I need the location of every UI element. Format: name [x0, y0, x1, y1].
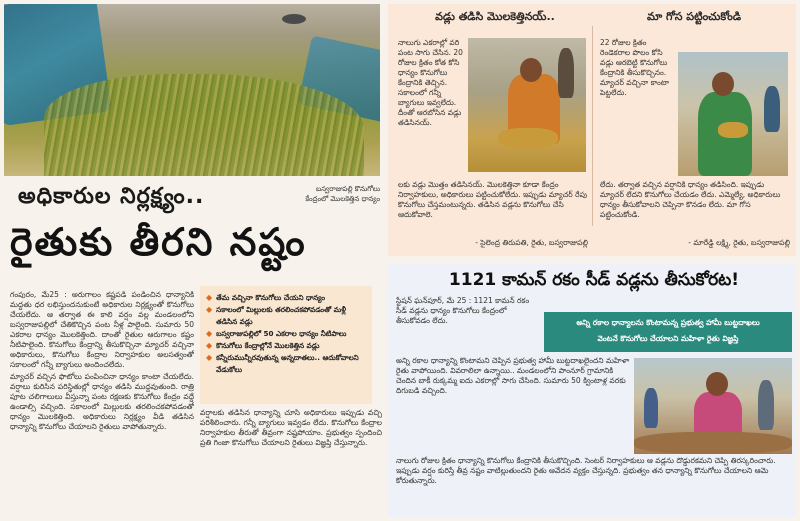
main-story-body-continued — [200, 408, 382, 512]
highlight-item: ◆ కొనుగోలు కేంద్రాల్లోనే మొలకెత్తిన వడ్లు — [206, 341, 320, 350]
strip-line: అన్ని రకాల ధాన్యాలను కొంటామన్న ప్రభుత్వ హామీ బుట్టదాఖలు — [576, 318, 760, 327]
grain-handful — [718, 122, 748, 138]
strip-line: వెంటనే కొనుగోలు చేయాలని మహిళా రైతు విజ్ఞప్తి — [597, 334, 739, 343]
byline-right: - మారేడ్డి లక్ష్మి, రైతు, బస్వరాజుపల్లి — [688, 238, 790, 247]
main-story-body — [10, 290, 194, 512]
sprouted-paddy — [44, 74, 364, 176]
byline-left: - సైలెంద్ర తిరుపతి, రైతు, బస్వరాజుపల్లి — [475, 238, 588, 247]
main-headline: రైతుకు తీరని నష్టం — [10, 220, 307, 264]
bystander — [644, 388, 658, 428]
highlight-item: ◆ బస్వరాజుపల్లిలో 50 ఎకరాల ధాన్యం నీటిపాలు — [206, 329, 347, 338]
seed-story-body: అన్ని రకాల ధాన్యాన్ని కొంటామని చెప్పిన ప్రభుత్వ హామీ బుట్టదాఖలైందని మహిళా రైతు వాపోయింది. వివరాలిలా ఉన్నాయి.. మండలంలోని పాంనూర్ గ్రామానికి చెందిన బాకీ రుక్కమ్మ ఐదు ఎకరాల్లో సాగు చేసింది. సుమారు 50 క్వింటాళ్ల వరకు దిగుబడి వచ్చింది. — [396, 356, 630, 395]
bullet-icon: ◆ — [206, 305, 213, 314]
quote-text-left-continued: లకు వడ్లు మొత్తం తడిసినయ్. మొలకెత్తినా కూడా కేంద్రం నిర్వాహకులు, అధికారులు పట్టించుకోలేదు. ఇప్పుడు మ్యాచర్ రేపు కొనుగోలు చేస్తమంటున్నరు. తడిసిన వడ్లను కొనుగోలు చేసి ఆదుకోవాలె. — [398, 180, 588, 219]
bystander — [558, 48, 574, 98]
paragraph: గంపురం, మే25 : అరుగాలం కష్టపడి పండించిన ధాన్యానికి మద్దతు ధర లభిస్తుందనుకుంటే అధికారుల నిర్లక్ష్యంతో కొనుగోలు చేయలేదు. ఆ తర్వాత ఈ కాలి వర్షం వల్ల మండలంలోని బస్వరాజుపల్లిలో చేతికొచ్చిన పంట నీళ్ల పాలైంది. సుమారు 50 ఎకరాల ధాన్యం మొలకెత్తింది. దాంతో రైతుల ఆరుగాలం కష్టం నీటిపాలైంది. కొనుగోలు కేంద్రాన్ని తీసుకొచ్చినా మ్యాచర్ వచ్చినా అధికారులు, కొనుగోలు కేంద్రాల నిర్వాహకుల అలసత్వంతో సకాలంలో గన్నీ బ్యాగులు అందించలేదు. — [10, 290, 194, 369]
quote-title-right: మా గోస పట్టించుకోండి — [646, 10, 741, 23]
grain-pile — [498, 128, 558, 148]
highlight-item: ◆ కన్నీరుమున్నీరవుతున్న అన్నదాతలు.. ఆదుకోవాలని వేడుకోలు — [206, 353, 359, 374]
subheading-strip — [544, 312, 792, 352]
bullet-icon: ◆ — [206, 341, 213, 350]
seed-story-body-continued: నాలుగు రోజుల క్రితం ధాన్యాన్ని కొనుగోలు కేంద్రానికి తీసుకొచ్చింది. సెంటర్ నిర్వాహకులు ఆ వడ్లను దొడ్డురకమని చెప్పి తిరస్కరించారు. ఇప్పుడు వర్షం కురిస్తే తీవ్ర నష్టం వాటిల్లుతుందని రైతు ఆవేదన వ్యక్తం చేస్తున్నది. ప్రభుత్వం తన ధాన్యాన్ని కొనుగోలు చేయాలని ఆమె కోరుతున్నారు. — [396, 456, 776, 485]
paragraph: మ్యాచర్ వచ్చిన ఫొటోలు పంపించినా ధాన్యం కాంటా చేయలేదు. వర్షాలు కురిసిన పరిస్థితుల్లో ధాన్యం తడిసి ముద్దవుతుంది. రాత్రి పూట చలిగాలులు వీస్తున్నా పంట రక్షణకు కొనుగోలు కేంద్రం వద్దే ఉండాల్సి వచ్చింది. సకాలంలో మిల్లులకు తరలించకపోవడంతో ధాన్యం మొలకెత్తింది. అధికారులు నిర్లక్ష్యం వీడి తడిసిన ధాన్యాన్ని కొనుగోలు చేయాలని రైతులు వాపోతున్నారు. — [10, 372, 194, 431]
farmer-photo-right — [678, 52, 788, 176]
paragraph: వర్షాలకు తడిసిన ధాన్యాన్ని చూసి అధికారులు ఇప్పుడు వచ్చి పరిశీలించారు. గన్నీ బ్యాగులు ఇవ్వడం లేదు. కొనుగోలు కేంద్రాల నిర్వాహకుల తీరుతో తీవ్రంగా నష్టపోయాం. ప్రభుత్వం స్పందించి ప్రతి గింజా కొనుగోలు చేయాలని రైతులు విజ్ఞప్తి చేస్తున్నారు. — [200, 408, 382, 447]
seed-story-headline: 1121 కామన్ రకం సీడ్ వడ్లను తీసుకోరట! — [448, 270, 740, 290]
bullet-icon: ◆ — [206, 329, 213, 338]
kicker-headline: అధికారుల నిర్లక్ష్యం.. — [18, 184, 205, 209]
woman-farmer-photo — [634, 358, 792, 454]
quote-title-left: వడ్లు తడిసి మొలకెత్తినయ్.. — [435, 10, 555, 23]
bullet-icon: ◆ — [206, 353, 213, 362]
bucket — [282, 14, 306, 24]
column-divider — [592, 26, 593, 226]
seed-story-lead: స్టేషన్ ఘన్‌పూర్, మే 25 : 1121 కామన్ రకం సీడ్ వడ్లను ధాన్యం కొనుగోలు కేంద్రంలో తీసుకోవడం లేదు. — [396, 296, 530, 325]
highlights-box — [200, 286, 372, 404]
quote-text-left: నాలుగు ఎకరాల్లో వరి పంట సాగు చేసిన. 20 రోజుల క్రితం కోత కోసి ధాన్యం కొనుగోలు కేంద్రానికి తెచ్చిన. సకాలంలో గన్నీ బ్యాగులు ఇవ్వలేదు. దీంతో ఆరబోసిన వడ్లు తడిసినయ్. — [398, 38, 463, 127]
photo-caption: బస్వరాజుపల్లి కొనుగోలు కేంద్రంలో మొలకెత్తిన ధాన్యం — [305, 185, 380, 203]
farmer-face — [712, 72, 734, 96]
grain-heap — [634, 432, 792, 454]
farmer-photo-left — [468, 38, 586, 172]
farmer-face — [706, 372, 728, 396]
bystander — [758, 380, 774, 430]
main-photo-sprouted-grain — [4, 4, 380, 176]
highlight-item: ◆ తేమ వచ్చినా కొనుగోలు చేయని ధాన్యం — [206, 293, 326, 302]
bullet-icon: ◆ — [206, 293, 213, 302]
farmer-face — [520, 58, 542, 82]
highlight-item: ◆ సకాలంలో మిల్లులకు తరలించకపోవడంతో మళ్లీ తడిసిన వడ్లు — [206, 305, 347, 326]
quote-text-right-continued: లేదు. తర్వాత వచ్చిన వర్షానికి ధాన్యం తడిసింది. ఇప్పుడు మ్యాచర్ లేదని కొనుగోలు చేయడం లేదు. ఎమ్మెల్యే, అధికారులు ధాన్యం తీసుకోవాలని చెప్పినా కొనడం లేదు. మా గోస పట్టించుకోండి. — [600, 180, 781, 219]
bystander — [764, 86, 780, 132]
quote-text-right: 22 రోజుల క్రితం రెండెకరాల పొలం కోసి వడ్లు ఆరబెట్టి కొనుగోలు కేంద్రానికి తీసుకొచ్చినం. మ్యాచర్ వచ్చినా కాంటా పెట్టలేదు. — [600, 38, 669, 97]
